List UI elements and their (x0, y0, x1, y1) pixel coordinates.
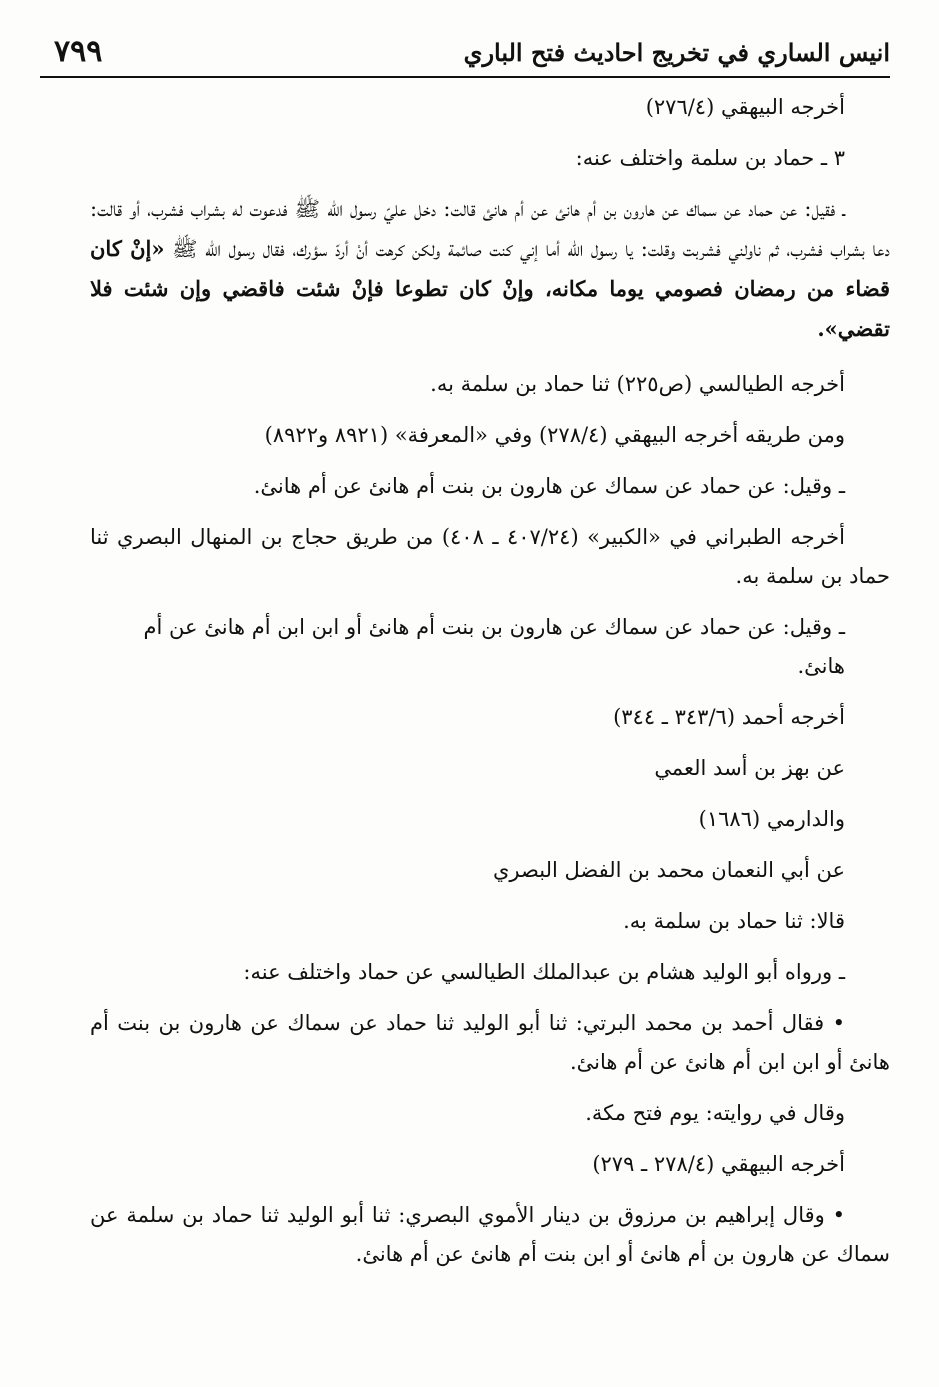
citation-paragraph: أخرجه الطبراني في «الكبير» (٤٠٧/٢٤ ـ ٤٠٨) من طريق حجاج بن المنهال البصري ثنا حماد بن سلمة به. (90, 525, 890, 588)
variant-line: ـ وقيل: عن حماد عن سماك عن هارون بن بنت أم هانئ أو ابن ابن أم هانئ عن أم هانئ. (143, 615, 845, 678)
narration-paragraph: • فقال أحمد بن محمد البرتي: ثنا أبو الوليد ثنا حماد عن سماك عن هارون بن بنت أم هانئ أو ابن ابن أم هانئ عن أم هانئ. (90, 1011, 890, 1074)
narrator-line: عن أبي النعمان محمد بن الفضل البصري (493, 858, 845, 882)
narration-line: وقال في روايته: يوم فتح مكة. (585, 1101, 845, 1125)
book-title: انيس الساري في تخريج احاديث فتح الباري (463, 38, 890, 67)
narration-line: قالا: ثنا حماد بن سلمة به. (623, 909, 845, 933)
citation-line: أخرجه البيهقي (٢٧٨/٤ ـ ٢٧٩) (592, 1152, 845, 1176)
citation-line: أخرجه أحمد (٣٤٣/٦ ـ ٣٤٤) (613, 705, 845, 729)
citation-line: أخرجه البيهقي (٢٧٦/٤) (645, 95, 845, 119)
citation-line: والدارمي (١٦٨٦) (698, 807, 845, 831)
page-body (90, 88, 890, 1274)
variant-line: ـ ورواه أبو الوليد هشام بن عبدالملك الطيالسي عن حماد واختلف عنه: (243, 960, 845, 984)
narrator-line: عن بهز بن أسد العمي (654, 756, 845, 780)
citation-line: أخرجه الطيالسي (ص٢٢٥) ثنا حماد بن سلمة به. (430, 372, 845, 396)
hadith-paragraph (90, 190, 890, 349)
page-number: ٧٩٩ (54, 34, 103, 69)
variant-line: ـ وقيل: عن حماد عن سماك عن هارون بن بنت أم هانئ عن أم هانئ. (253, 474, 845, 498)
citation-line: ومن طريقه أخرجه البيهقي (٢٧٨/٤) وفي «المعرفة» (٨٩٢١ و٨٩٢٢) (264, 423, 845, 447)
section-heading: ٣ ـ حماد بن سلمة واختلف عنه: (575, 146, 845, 170)
narration-paragraph: • وقال إبراهيم بن مرزوق بن دينار الأموي البصري: ثنا أبو الوليد ثنا حماد بن سلمة عن سماك عن هارون بن أم هانئ أو ابن بنت أم هانئ عن أم هانئ. (90, 1203, 890, 1266)
hadith-narration: ـ فقيل: عن حماد عن سماك عن هارون بن أم هانئ عن أم هانئ قالت: دخل عليّ رسول الله ﷺ فدعوت له بشراب فشرب، أو قالت: دعا بشراب فشرب، ثم ناولني فشربت وقلت: يا رسول الله أما إني كنت صائمة ولكن كرهت أنْ أردّ سؤرك، فقال رسول الله ﷺ (90, 197, 890, 261)
hadith-text: «إنْ كان قضاء من رمضان فصومي يوما مكانه، وإنْ كان تطوعا فإنْ شئت فاقضي وإن شئت فلا تقضي». (90, 236, 890, 341)
page-header (40, 28, 890, 78)
